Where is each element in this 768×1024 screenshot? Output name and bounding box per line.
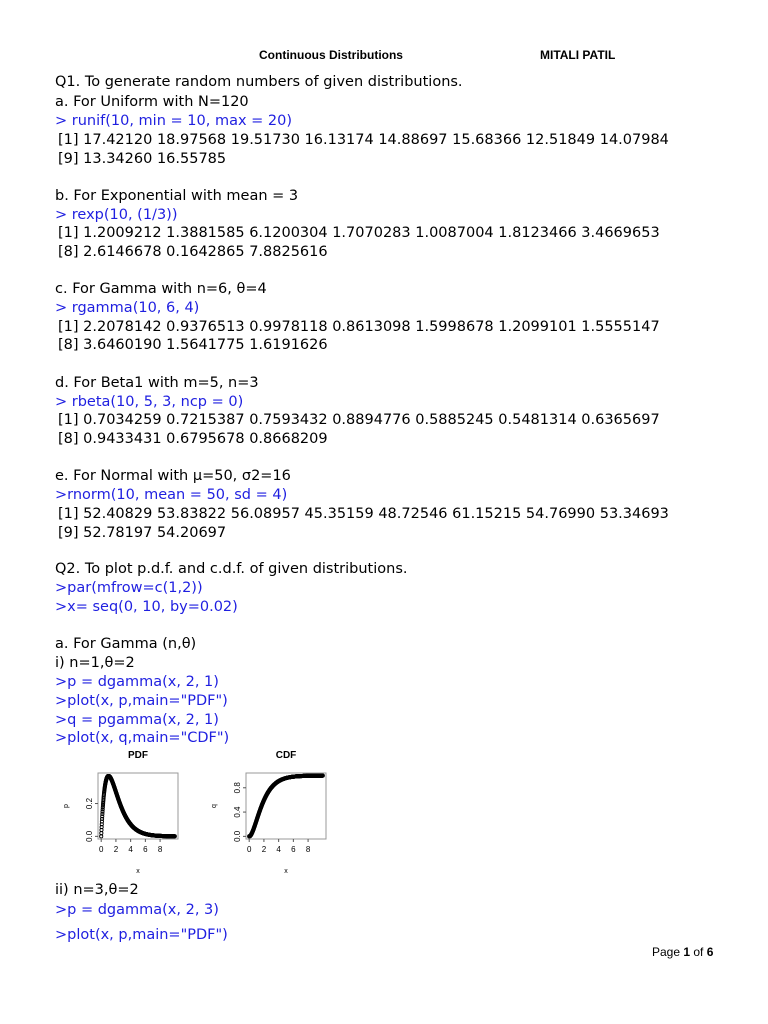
text-line: b. For Exponential with mean = 3 — [55, 188, 299, 204]
code-line: >x= seq(0, 10, by=0.02) — [55, 599, 238, 615]
output-line: [8] 2.6146678 0.1642865 7.8825616 — [58, 244, 328, 260]
y-tick-label: 0.4 — [233, 806, 242, 818]
output-line: [1] 0.7034259 0.7215387 0.7593432 0.8894776 0.5885245 0.5481314 0.6365697 — [58, 412, 660, 428]
code-line: >plot(x, p,main="PDF") — [55, 927, 228, 943]
cdf-plot — [208, 746, 348, 881]
page-prefix: Page — [652, 945, 684, 959]
y-tick-label: 0.0 — [85, 830, 94, 842]
y-axis-label: p — [63, 804, 70, 808]
data-point — [100, 835, 103, 838]
output-line: [1] 52.40829 53.83822 56.08957 45.35159 48.72546 61.15215 54.76990 53.34693 — [58, 506, 669, 522]
code-line: >p = dgamma(x, 2, 3) — [55, 902, 219, 918]
document-title: Continuous Distributions — [259, 48, 403, 62]
code-line: >plot(x, q,main="CDF") — [55, 730, 230, 746]
page-of: of — [690, 945, 707, 959]
x-tick-label: 2 — [113, 845, 119, 854]
x-axis-label: x — [136, 868, 140, 875]
code-line: > rbeta(10, 5, 3, ncp = 0) — [55, 394, 244, 410]
text-line: ii) n=3,θ=2 — [55, 882, 139, 898]
y-tick-label: 0.0 — [233, 830, 242, 842]
x-tick-label: 6 — [143, 845, 148, 854]
code-line: >q = pgamma(x, 2, 1) — [55, 712, 219, 728]
output-line: [9] 13.34260 16.55785 — [58, 151, 227, 167]
code-line: > rexp(10, (1/3)) — [55, 207, 178, 223]
output-line: [8] 3.6460190 1.5641775 1.6191626 — [58, 337, 328, 353]
x-tick-label: 4 — [276, 845, 281, 854]
code-line: >p = dgamma(x, 2, 1) — [55, 674, 219, 690]
code-line: > rgamma(10, 6, 4) — [55, 300, 200, 316]
output-line: [1] 17.42120 18.97568 19.51730 16.13174 14.88697 15.68366 12.51849 14.07984 — [58, 132, 669, 148]
output-line: [9] 52.78197 54.20697 — [58, 525, 227, 541]
text-line: Q1. To generate random numbers of given distributions. — [55, 74, 463, 90]
text-line: Q2. To plot p.d.f. and c.d.f. of given distributions. — [55, 561, 408, 577]
code-line: > runif(10, min = 10, max = 20) — [55, 113, 293, 129]
plot-frame — [246, 773, 326, 839]
code-line: >par(mfrow=c(1,2)) — [55, 580, 203, 596]
code-line: >rnorm(10, mean = 50, sd = 4) — [55, 487, 288, 503]
x-tick-label: 0 — [246, 845, 252, 854]
x-axis-label: x — [284, 868, 288, 875]
chart-title: CDF — [275, 750, 297, 761]
x-tick-label: 8 — [157, 845, 163, 854]
page-number: 1 — [683, 945, 691, 959]
author-name: MITALI PATIL — [540, 48, 616, 62]
text-line: e. For Normal with μ=50, σ2=16 — [55, 468, 291, 484]
chart-title: PDF — [128, 750, 148, 761]
y-axis-label: q — [211, 804, 218, 808]
text-line: i) n=1,θ=2 — [55, 655, 135, 671]
x-tick-label: 4 — [128, 845, 133, 854]
text-line: d. For Beta1 with m=5, n=3 — [55, 375, 259, 391]
code-line: >plot(x, p,main="PDF") — [55, 693, 228, 709]
output-line: [8] 0.9433431 0.6795678 0.8668209 — [58, 431, 328, 447]
data-points — [100, 774, 177, 838]
text-line: a. For Uniform with N=120 — [55, 94, 249, 110]
page-total: 6 — [706, 945, 714, 959]
output-line: [1] 1.2009212 1.3881585 6.1200304 1.7070283 1.0087004 1.8123466 3.4669653 — [58, 225, 660, 241]
text-line: c. For Gamma with n=6, θ=4 — [55, 281, 267, 297]
y-tick-label: 0.8 — [233, 782, 242, 794]
page-footer — [652, 945, 713, 959]
y-tick-label: 0.2 — [85, 797, 94, 810]
x-tick-label: 6 — [291, 845, 296, 854]
x-tick-label: 2 — [261, 845, 267, 854]
output-line: [1] 2.2078142 0.9376513 0.9978118 0.8613098 1.5998678 1.2099101 1.5555147 — [58, 319, 660, 335]
pdf-plot — [60, 746, 200, 881]
x-tick-label: 8 — [305, 845, 311, 854]
data-points — [248, 774, 325, 838]
x-tick-label: 0 — [98, 845, 104, 854]
text-line: a. For Gamma (n,θ) — [55, 636, 197, 652]
